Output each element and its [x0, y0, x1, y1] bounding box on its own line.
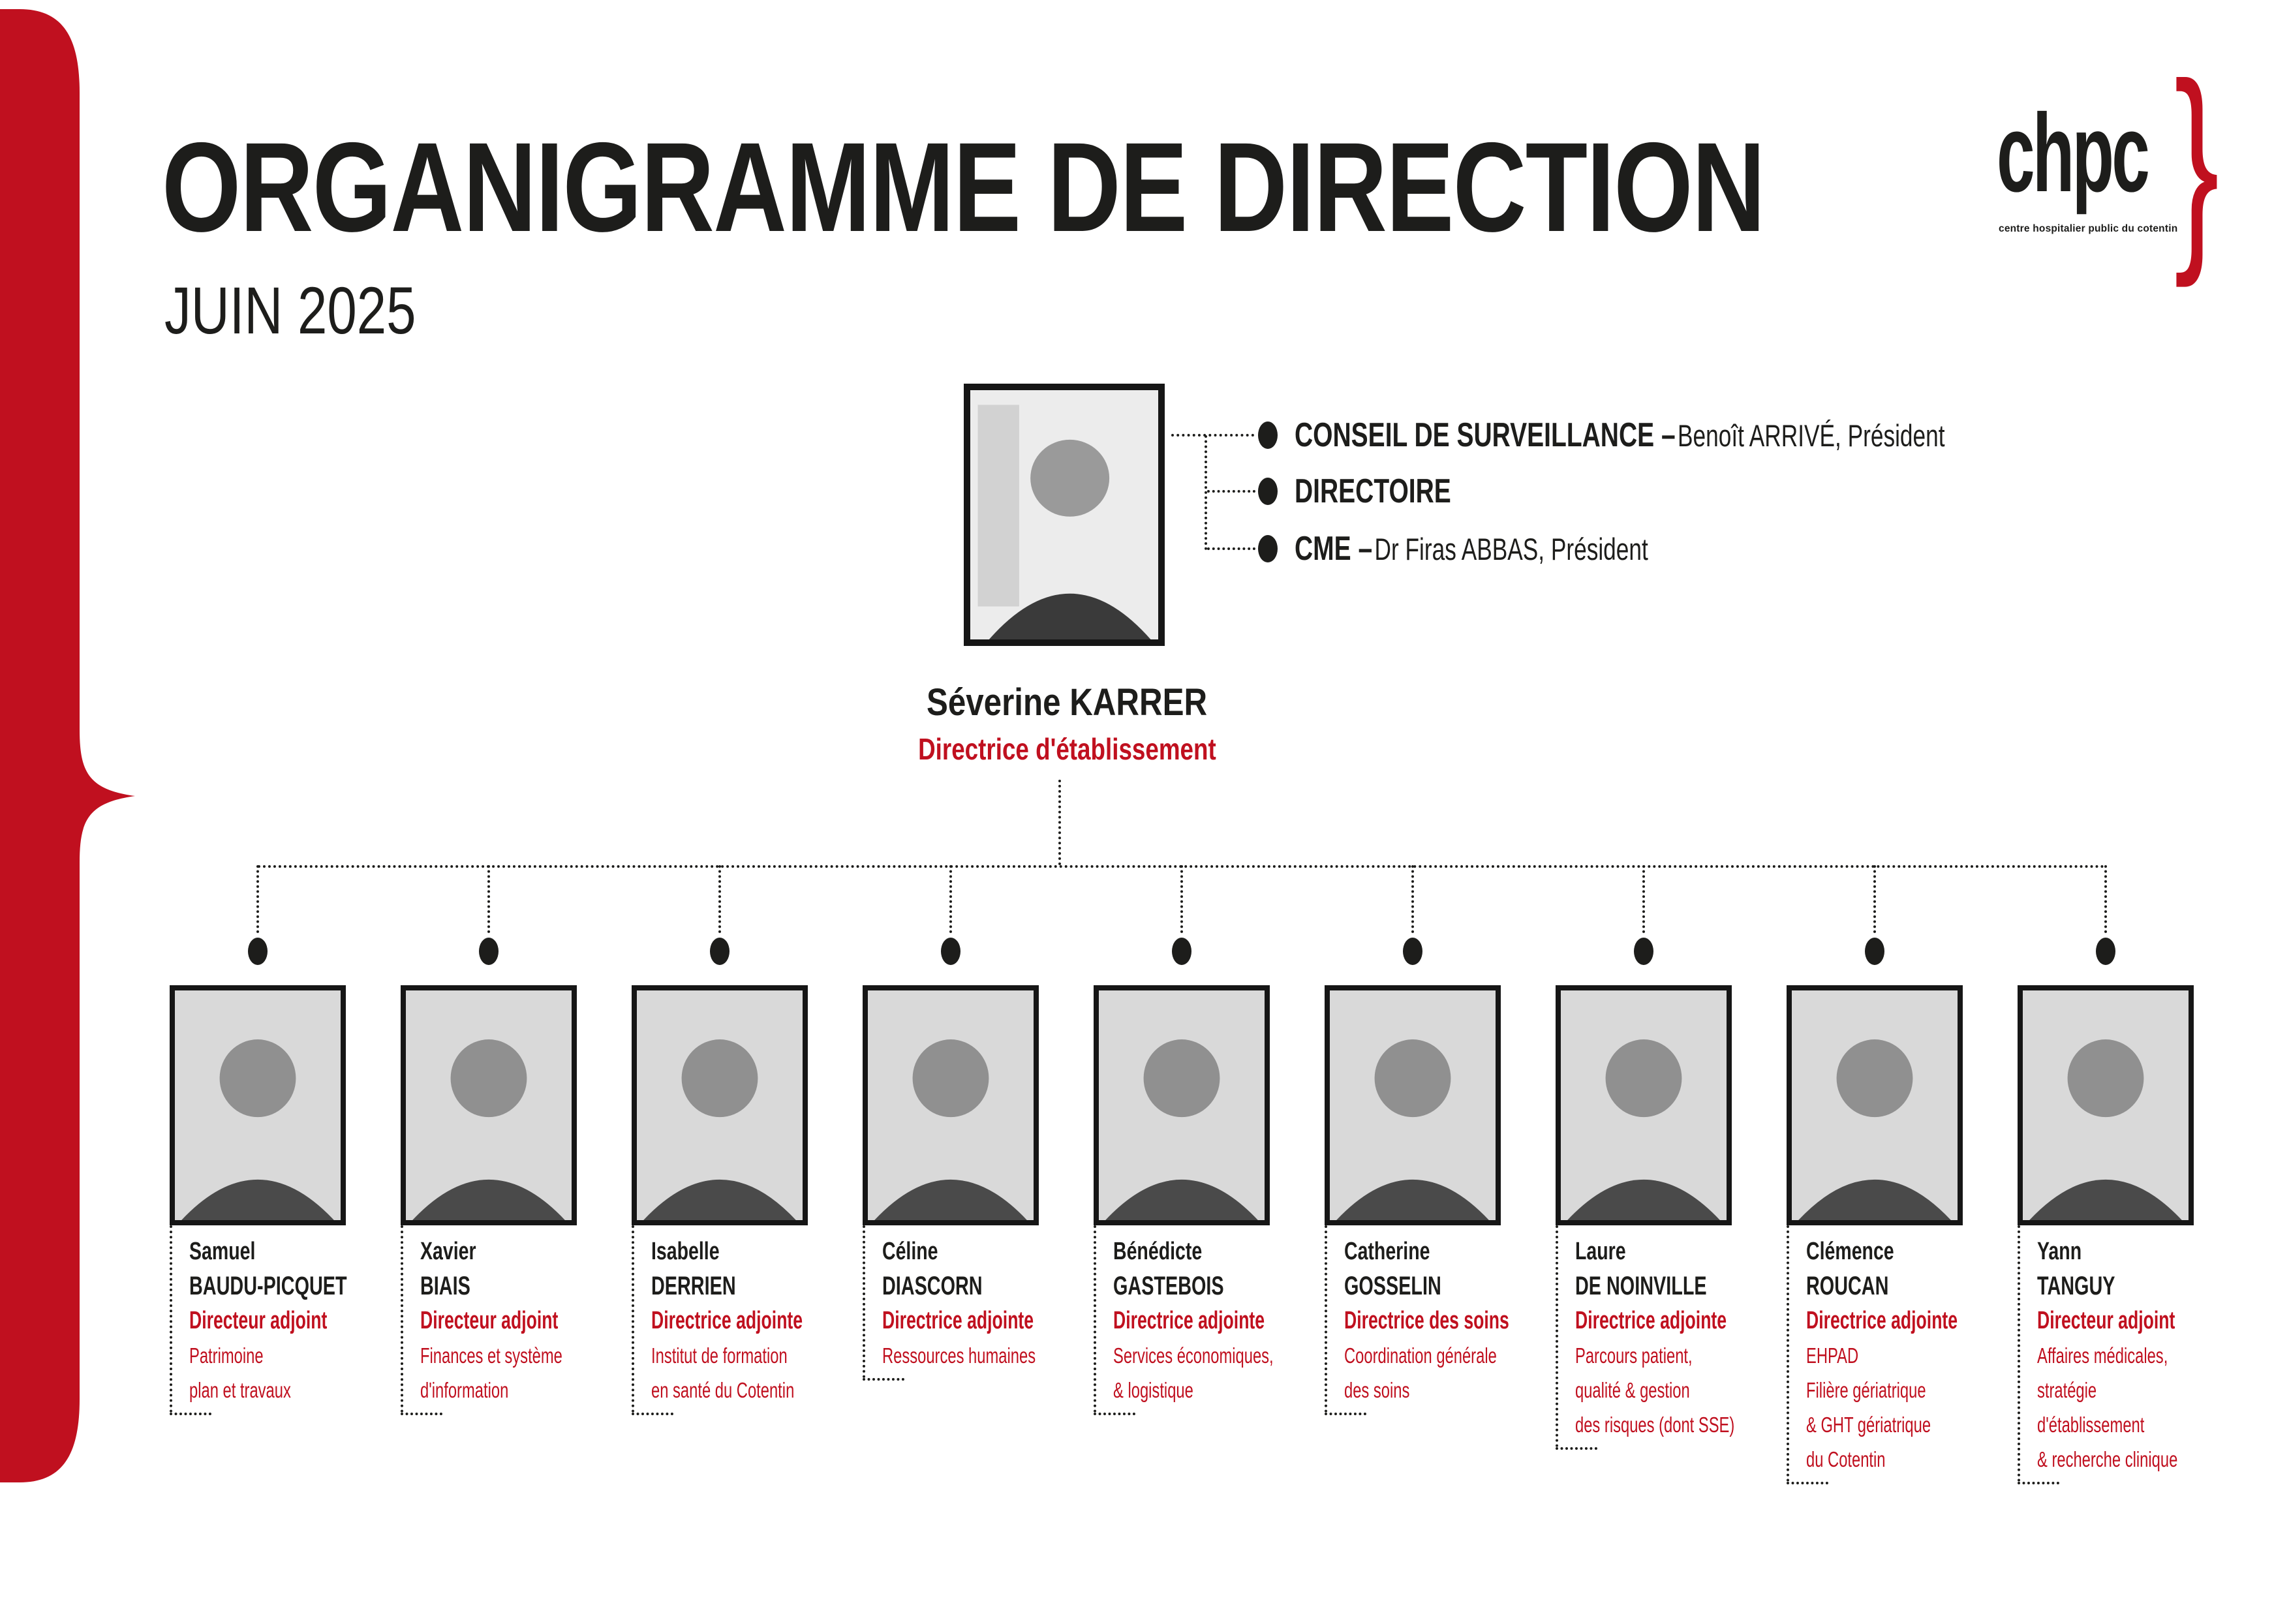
person-department-line: qualité & gestion: [1575, 1378, 1690, 1402]
card-text-block: [1094, 1225, 1274, 1413]
person-department-line: en santé du Cotentin: [651, 1378, 795, 1402]
connector-card-drop: [1642, 865, 1645, 933]
governance-row: [1258, 472, 1503, 511]
connector-card-drop: [2104, 865, 2107, 933]
person-last-name: BAUDU-PICQUET: [189, 1272, 347, 1300]
person-department-line: plan et travaux: [189, 1378, 291, 1402]
dotted-corner: [170, 1413, 211, 1415]
team-card: [1556, 985, 1735, 1450]
director-name: Séverine KARRER: [926, 681, 1208, 724]
person-department-line: & GHT gériatrique: [1806, 1413, 1931, 1437]
connector-card-drop: [949, 865, 952, 933]
person-first-name: Samuel: [189, 1238, 256, 1265]
connector-governance-vertical: [1205, 435, 1207, 550]
person-department: [1113, 1338, 1274, 1407]
person-department: [2037, 1338, 2194, 1477]
person-role: Directrice adjointe: [1575, 1307, 1727, 1334]
team-card: [632, 985, 808, 1415]
person-first-name: Céline: [882, 1238, 938, 1265]
person-role: Directrice adjointe: [1113, 1307, 1265, 1334]
connector-governance-stub3: [1207, 547, 1255, 550]
card-text-block: [2018, 1225, 2194, 1482]
person-department-line: & logistique: [1113, 1378, 1193, 1402]
card-text-block: [1325, 1225, 1509, 1413]
person-first-name: Laure: [1575, 1238, 1626, 1265]
person-role: Directeur adjoint: [2037, 1307, 2175, 1334]
bullet-icon: [1172, 938, 1191, 965]
governance-label: CONSEIL DE SURVEILLANCE –: [1295, 416, 1676, 454]
bullet-icon: [1403, 938, 1422, 965]
person-department-line: d'établissement: [2037, 1413, 2145, 1437]
portrait-photo: [1556, 985, 1732, 1225]
bullet-icon: [1258, 421, 1278, 449]
portrait-photo: [1325, 985, 1501, 1225]
person-role: Directrice adjointe: [1806, 1307, 1958, 1334]
team-card: [863, 985, 1039, 1381]
person-department: [651, 1338, 808, 1407]
person-department-line: Services économiques,: [1113, 1343, 1274, 1368]
person-department-line: Patrimoine: [189, 1343, 264, 1368]
portrait-photo: [1787, 985, 1963, 1225]
bullet-icon: [2096, 938, 2115, 965]
connector-director-drop: [1058, 780, 1061, 865]
chpc-logo: [1990, 37, 2271, 288]
portrait-photo: [863, 985, 1039, 1225]
bullet-icon: [248, 938, 268, 965]
person-first-name: Xavier: [420, 1238, 476, 1265]
team-card: [1787, 985, 1963, 1484]
director-role: Directrice d'établissement: [917, 732, 1216, 766]
dotted-corner: [2018, 1482, 2059, 1484]
bullet-icon: [1258, 535, 1278, 562]
person-last-name: GOSSELIN: [1344, 1272, 1441, 1300]
bullet-icon: [710, 938, 730, 965]
card-text-block: [170, 1225, 346, 1413]
person-department: [1575, 1338, 1735, 1442]
card-text-block: [632, 1225, 808, 1413]
person-department-line: EHPAD: [1806, 1343, 1859, 1368]
bullet-icon: [1634, 938, 1653, 965]
person-last-name: DERRIEN: [651, 1272, 736, 1300]
person-last-name: DE NOINVILLE: [1575, 1272, 1707, 1300]
governance-label: DIRECTOIRE: [1295, 472, 1451, 510]
card-text-block: [863, 1225, 1039, 1378]
governance-text: [1295, 472, 1451, 511]
dotted-corner: [1556, 1447, 1597, 1450]
person-department-line: stratégie: [2037, 1378, 2097, 1402]
team-card: [401, 985, 577, 1415]
dotted-corner: [1094, 1413, 1135, 1415]
chpc-logo-caption: centre hospitalier public du cotentin: [1999, 223, 2178, 234]
person-department-line: Ressources humaines: [882, 1343, 1036, 1368]
governance-row: [1258, 416, 2162, 455]
person-department: [189, 1338, 346, 1407]
person-first-name: Clémence: [1806, 1238, 1894, 1265]
bullet-icon: [1865, 938, 1884, 965]
person-department-line: des risques (dont SSE): [1575, 1413, 1735, 1437]
governance-detail: Benoît ARRIVÉ, Président: [1678, 418, 1945, 453]
person-last-name: ROUCAN: [1806, 1272, 1889, 1300]
team-card: [170, 985, 346, 1415]
card-text-block: [1787, 1225, 1963, 1482]
connector-card-drop: [487, 865, 490, 933]
bullet-icon: [1258, 478, 1278, 505]
person-department-line: Finances et système: [420, 1343, 562, 1368]
bullet-icon: [941, 938, 960, 965]
chpc-logo-text: chpc: [1997, 91, 2148, 215]
connector-card-drop: [256, 865, 259, 933]
team-card: [1094, 985, 1274, 1415]
person-role: Directrice adjointe: [651, 1307, 803, 1334]
portrait-photo: [170, 985, 346, 1225]
portrait-photo: [2018, 985, 2194, 1225]
dotted-corner: [632, 1413, 673, 1415]
person-role: Directrice adjointe: [882, 1307, 1034, 1334]
dotted-corner: [863, 1378, 904, 1381]
connector-governance-line1: [1171, 434, 1254, 437]
chpc-logo-brace-icon: }: [2174, 37, 2220, 288]
person-department: [1806, 1338, 1963, 1477]
person-department: [1344, 1338, 1501, 1407]
person-department-line: Parcours patient,: [1575, 1343, 1693, 1368]
dotted-corner: [1787, 1482, 1828, 1484]
portrait-photo: [1094, 985, 1270, 1225]
governance-text: [1295, 529, 1648, 568]
card-text-block: [1556, 1225, 1735, 1447]
connector-card-drop: [1411, 865, 1414, 933]
person-role: Directrice des soins: [1344, 1307, 1509, 1334]
page-subtitle-date: JUIN 2025: [164, 273, 416, 348]
person-department-line: & recherche clinique: [2037, 1447, 2178, 1471]
connector-governance-stub2: [1207, 490, 1255, 493]
person-department-line: d'information: [420, 1378, 509, 1402]
person-first-name: Isabelle: [651, 1238, 720, 1265]
red-brace-shape: [0, 0, 137, 1624]
person-first-name: Yann: [2037, 1238, 2082, 1265]
governance-row: [1258, 529, 1766, 568]
person-role: Directeur adjoint: [420, 1307, 559, 1334]
person-first-name: Bénédicte: [1113, 1238, 1203, 1265]
person-department-line: Filière gériatrique: [1806, 1378, 1926, 1402]
bullet-icon: [479, 938, 499, 965]
person-department: [420, 1338, 577, 1407]
page-title: ORGANIGRAMME DE DIRECTION: [162, 116, 1764, 258]
person-last-name: GASTEBOIS: [1113, 1272, 1224, 1300]
connector-card-drop: [718, 865, 721, 933]
connector-card-drop: [1873, 865, 1876, 933]
team-card: [1325, 985, 1509, 1415]
person-role: Directeur adjoint: [189, 1307, 328, 1334]
governance-label: CME –: [1295, 530, 1373, 568]
team-card: [2018, 985, 2194, 1484]
person-first-name: Catherine: [1344, 1238, 1430, 1265]
connector-card-drop: [1180, 865, 1183, 933]
portrait-photo: [632, 985, 808, 1225]
portrait-photo: [401, 985, 577, 1225]
person-last-name: TANGUY: [2037, 1272, 2115, 1300]
person-department-line: Coordination générale: [1344, 1343, 1497, 1368]
governance-detail: Dr Firas ABBAS, Président: [1374, 532, 1648, 566]
director-portrait: [964, 384, 1165, 646]
person-department-line: des soins: [1344, 1378, 1410, 1402]
person-department-line: Affaires médicales,: [2037, 1343, 2168, 1368]
person-department-line: Institut de formation: [651, 1343, 788, 1368]
dotted-corner: [401, 1413, 442, 1415]
card-text-block: [401, 1225, 577, 1413]
person-department: [882, 1338, 1039, 1373]
person-department-line: du Cotentin: [1806, 1447, 1886, 1471]
person-last-name: BIAIS: [420, 1272, 470, 1300]
dotted-corner: [1325, 1413, 1366, 1415]
governance-text: [1295, 416, 1945, 455]
person-last-name: DIASCORN: [882, 1272, 983, 1300]
